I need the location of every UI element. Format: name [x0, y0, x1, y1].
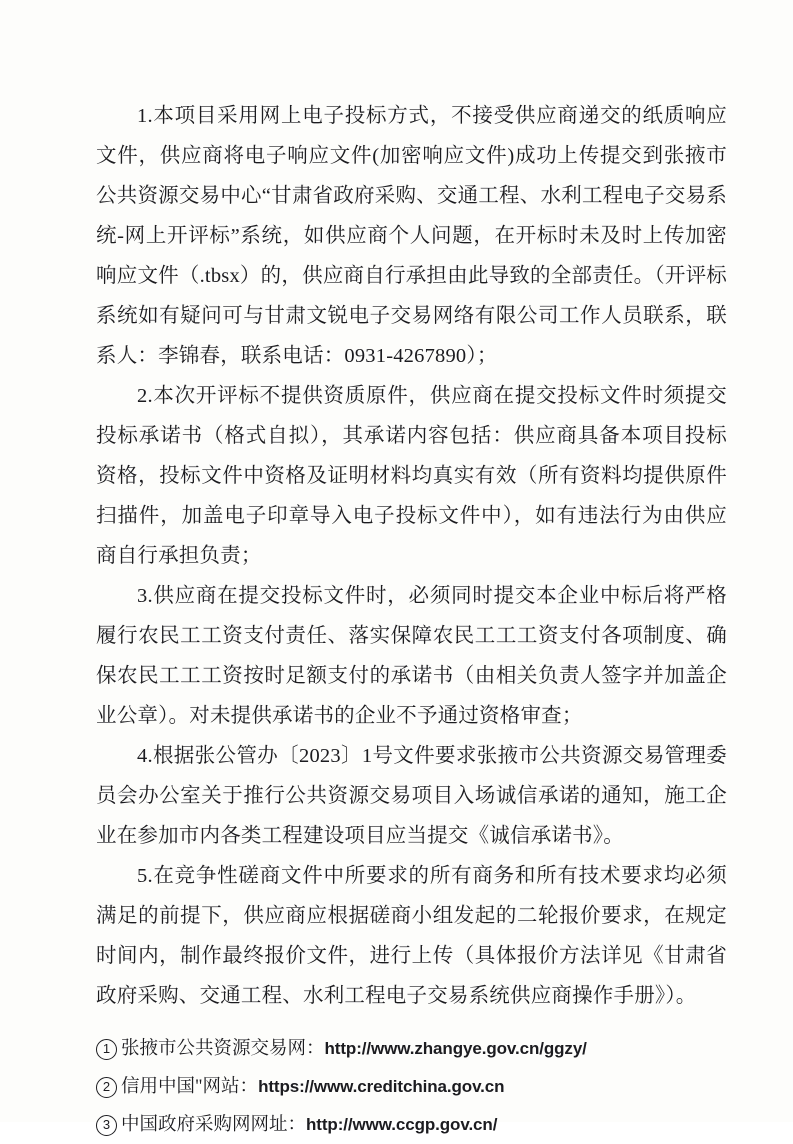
footnote-list	[96, 1030, 727, 1144]
footnote-url[interactable]: https://www.creditchina.gov.cn	[258, 1077, 505, 1096]
circled-number-icon: 3	[96, 1115, 117, 1136]
paragraph-1: 1.本项目采用网上电子投标方式，不接受供应商递交的纸质响应文件，供应商将电子响应文件(加密响应文件)成功上传提交到张掖市公共资源交易中心“甘肃省政府采购、交通工程、水利工程电子交易系统-网上开评标”系统，如供应商个人问题，在开标时未及时上传加密响应文件（.tbsx）的，供应商自行承担由此导致的全部责任。（开评标系统如有疑问可与甘肃文锐电子交易网络有限公司工作人员联系，联系人：李锦春，联系电话：0931-4267890）；	[96, 105, 727, 367]
paragraph-3: 3.供应商在提交投标文件时，必须同时提交本企业中标后将严格履行农民工工资支付责任、落实保障农民工工工资支付各项制度、确保农民工工工资按时足额支付的承诺书（由相关负责人签字并加盖企业公章）。对未提供承诺书的企业不予通过资格审查；	[96, 585, 727, 727]
paragraph-5: 5.在竞争性磋商文件中所要求的所有商务和所有技术要求均必须满足的前提下，供应商应根据磋商小组发起的二轮报价要求，在规定时间内，制作最终报价文件，进行上传（具体报价方法详见《甘肃省政府采购、交通工程、水利工程电子交易系统供应商操作手册》）。	[96, 865, 727, 1007]
footnote-label: 信用中国"网站：	[121, 1077, 259, 1097]
footnote-url[interactable]: http://www.zhangye.gov.cn/ggzy/	[324, 1039, 587, 1058]
document-body	[96, 96, 727, 1016]
circled-number-icon: 1	[96, 1039, 117, 1060]
paragraph-4: 4.根据张公管办〔2023〕1号文件要求张掖市公共资源交易管理委员会办公室关于推行公共资源交易项目入场诚信承诺的通知，施工企业在参加市内各类工程建设项目应当提交《诚信承诺书》。	[96, 745, 727, 847]
footnote-item	[96, 1030, 727, 1068]
footnote-url[interactable]: http://www.ccgp.gov.cn/	[306, 1115, 498, 1134]
circled-number-icon: 2	[96, 1077, 117, 1098]
footnote-item	[96, 1068, 727, 1106]
footnote-item	[96, 1106, 727, 1144]
paragraph-2: 2.本次开评标不提供资质原件，供应商在提交投标文件时须提交投标承诺书（格式自拟），其承诺内容包括：供应商具备本项目投标资格，投标文件中资格及证明材料均真实有效（所有资料均提供原件扫描件，加盖电子印章导入电子投标文件中），如有违法行为由供应商自行承担负责；	[96, 385, 727, 567]
footnote-label: 张掖市公共资源交易网：	[121, 1039, 325, 1059]
footnote-label: 中国政府采购网网址：	[121, 1115, 307, 1135]
